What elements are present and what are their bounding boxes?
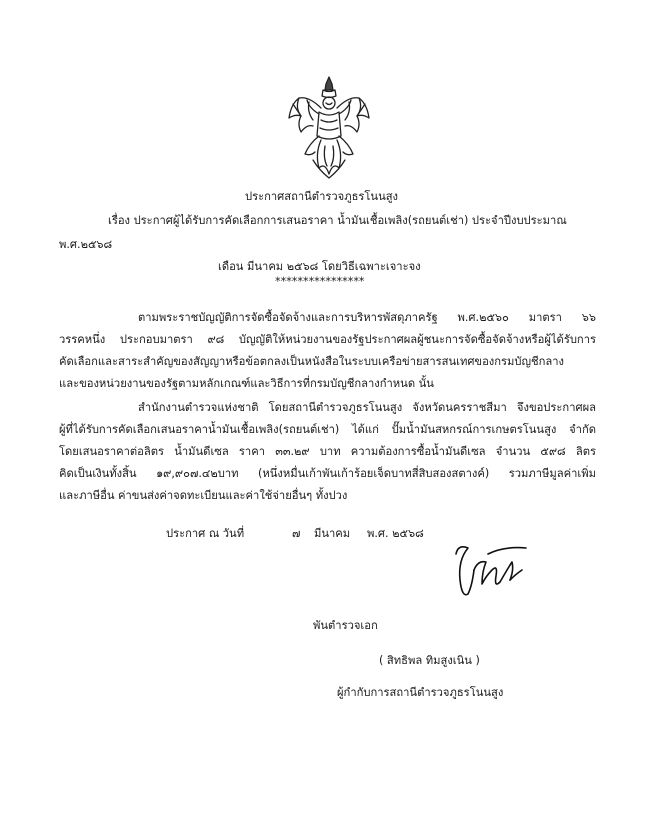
paragraph-2-line-2: ผู้ที่ได้รับการคัดเลือกเสนอราคาน้ำมันเชื้อเพลิง(รถยนต์เช่า) ได้แก่ ปั๊มน้ำมันสหกรณ์การเกษตรโนนสูง จำกัด	[59, 423, 596, 436]
paragraph-1-line-1: ตามพระราชบัญญัติการจัดซื้อจัดจ้างและการบริหารพัสดุภาครัฐ พ.ศ.๒๕๖๐ มาตรา ๖๖	[138, 311, 596, 324]
handwritten-signature	[452, 540, 532, 602]
paragraph-1-line-3: คัดเลือกและสาระสำคัญของสัญญาหรือข้อตกลงเป็นหนังสือในระบบเครือข่ายสารสนเทศของกรมบัญชีกลาง	[59, 355, 565, 368]
subject-line-2: พ.ศ.๒๕๖๘	[59, 238, 113, 251]
paragraph-2-line-3: โดยเสนอราคาต่อลิตร น้ำมันดีเซล ราคา ๓๓.๒๙ บาท ความต้องการซื้อน้ำมันดีเซล จำนวน ๕๙๘ ลิตร	[59, 445, 596, 458]
month-line: เดือน มีนาคม ๒๕๖๘ โดยวิธีเฉพาะเจาะจง	[218, 260, 421, 273]
announce-month: มีนาคม	[314, 527, 351, 540]
separator-stars: ****************	[275, 275, 365, 288]
announce-day: ๗	[292, 527, 301, 540]
paragraph-2-line-1: สำนักงานตำรวจแห่งชาติ โดยสถานีตำรวจภูธรโนนสูง จังหวัดนครราชสีมา จึงขอประกาศผล	[138, 401, 596, 414]
paragraph-1-line-4: และของหน่วยงานของรัฐตามหลักเกณฑ์และวิธีการที่กรมบัญชีกลางกำหนด นั้น	[59, 377, 434, 390]
paragraph-1-line-2: วรรคหนึ่ง ประกอบมาตรา ๙๘ บัญญัติให้หน่วยงานของรัฐประกาศผลผู้ชนะการจัดซื้อจัดจ้างหรือผู้ได้รับการ	[59, 333, 596, 346]
doc-title: ประกาศสถานีตำรวจภูธรโนนสูง	[245, 190, 399, 203]
signer-position: ผู้กำกับการสถานีตำรวจภูธรโนนสูง	[337, 686, 504, 699]
signer-name: ( สิทธิพล ทิมสูงเนิน )	[379, 654, 480, 667]
announce-year: พ.ศ. ๒๕๖๘	[367, 527, 424, 540]
announce-label: ประกาศ ณ วันที่	[166, 527, 245, 540]
subject-line-1: เรื่อง ประกาศผู้ได้รับการคัดเลือกการเสนอราคา น้ำมันเชื้อเพลิง(รถยนต์เช่า) ประจำปีงบประมาณ	[108, 214, 567, 227]
paragraph-2-line-4: คิดเป็นเงินทั้งสิ้น ๑๙,๙๐๗.๔๒บาท (หนึ่งหมื่นเก้าพันเก้าร้อยเจ็ดบาทสี่สิบสองสตางค์) รวมภาษีมูลค่าเพิ่ม	[59, 467, 596, 480]
paragraph-2-line-5: และภาษีอื่น ค่าขนส่งค่าจดทะเบียนและค่าใช้จ่ายอื่นๆ ทั้งปวง	[59, 489, 348, 502]
signer-rank: พันตำรวจเอก	[313, 619, 378, 632]
garuda-emblem-icon	[279, 74, 379, 180]
